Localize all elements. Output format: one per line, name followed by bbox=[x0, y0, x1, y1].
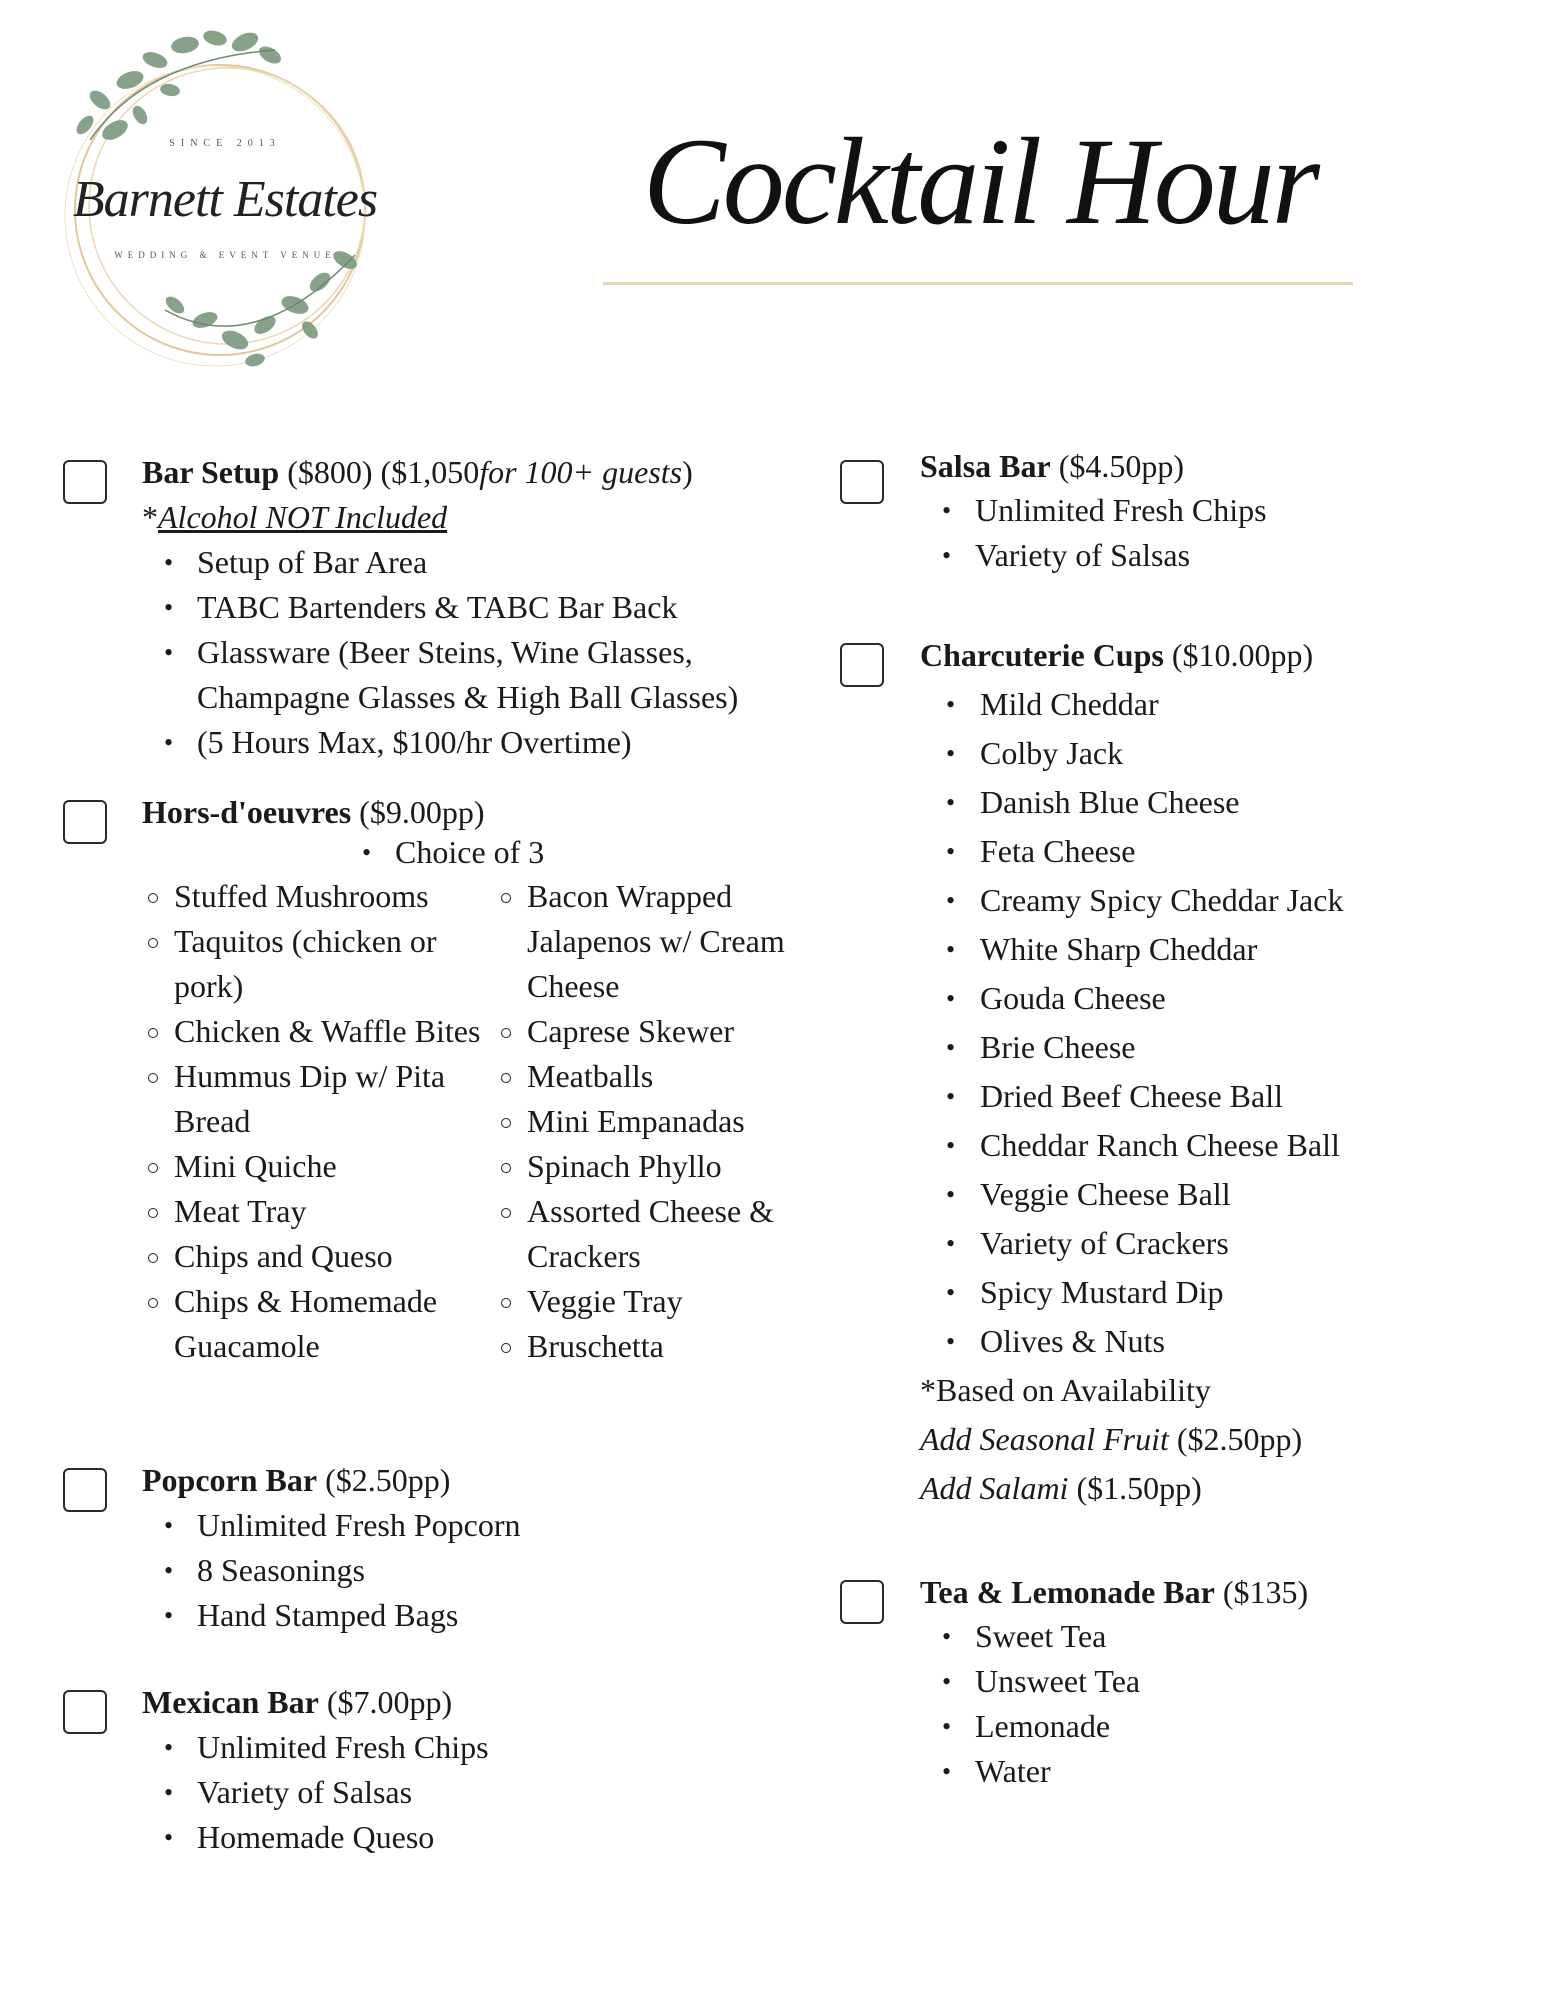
list-item: • Variety of Crackers bbox=[920, 1219, 1343, 1268]
list-item: Meat Tray bbox=[142, 1189, 482, 1234]
list-item: • 8 Seasonings bbox=[142, 1548, 521, 1593]
bar-setup-price: ($800) bbox=[287, 454, 373, 490]
logo-name: Barnett Estates bbox=[72, 171, 378, 228]
addon-salami-label: Add Salami bbox=[920, 1470, 1069, 1506]
tea-heading bbox=[920, 1573, 1308, 1611]
list-item: • Variety of Salsas bbox=[142, 1770, 489, 1815]
list-item: • Gouda Cheese bbox=[920, 974, 1343, 1023]
list-item: Chicken & Waffle Bites bbox=[142, 1009, 482, 1054]
tea-checkbox[interactable] bbox=[840, 1580, 884, 1624]
hors-column-2 bbox=[495, 874, 825, 1369]
bar-setup-price2-pre: ($1,050 bbox=[380, 454, 480, 490]
list-item: Veggie Tray bbox=[495, 1279, 825, 1324]
list-item: Hummus Dip w/ Pita Bread bbox=[142, 1054, 482, 1144]
list-item-continuation: Champagne Glasses & High Ball Glasses) bbox=[197, 679, 739, 715]
addon-fruit bbox=[920, 1415, 1302, 1464]
hors-heading bbox=[142, 793, 484, 831]
charcuterie-heading bbox=[920, 636, 1313, 674]
alcohol-note: Alcohol NOT Included bbox=[158, 499, 448, 535]
list-item: • Olives & Nuts bbox=[920, 1317, 1343, 1366]
list-item: Taquitos (chicken or pork) bbox=[142, 919, 482, 1009]
list-item: • Spicy Mustard Dip bbox=[920, 1268, 1343, 1317]
hors-checkbox[interactable] bbox=[63, 800, 107, 844]
list-item: Chips & Homemade Guacamole bbox=[142, 1279, 482, 1369]
title-underline bbox=[603, 282, 1353, 285]
list-item: • (5 Hours Max, $100/hr Overtime) bbox=[142, 720, 738, 765]
list-item: Bacon Wrapped Jalapenos w/ Cream Cheese bbox=[495, 874, 825, 1009]
list-item: • Glassware (Beer Steins, Wine Glasses, bbox=[142, 630, 738, 675]
logo-since: SINCE 2013 bbox=[169, 138, 281, 149]
hors-price: ($9.00pp) bbox=[359, 794, 485, 830]
list-item: • Mild Cheddar bbox=[920, 680, 1343, 729]
list-item: Mini Quiche bbox=[142, 1144, 482, 1189]
charcuterie-name: Charcuterie Cups bbox=[920, 637, 1164, 673]
list-item: • Brie Cheese bbox=[920, 1023, 1343, 1072]
bar-setup-name: Bar Setup bbox=[142, 454, 280, 490]
list-item: Meatballs bbox=[495, 1054, 825, 1099]
logo-subtitle: WEDDING & EVENT VENUE bbox=[114, 250, 336, 260]
list-item: Mini Empanadas bbox=[495, 1099, 825, 1144]
addon-salami-price: ($1.50pp) bbox=[1076, 1470, 1202, 1506]
popcorn-list bbox=[142, 1503, 521, 1638]
list-item: • Water bbox=[920, 1749, 1140, 1794]
addon-salami bbox=[920, 1464, 1202, 1513]
list-item: • Unlimited Fresh Chips bbox=[142, 1725, 489, 1770]
salsa-heading bbox=[920, 447, 1184, 485]
list-item: Bruschetta bbox=[495, 1324, 825, 1369]
availability-note: *Based on Availability bbox=[920, 1372, 1211, 1408]
note-star: * bbox=[142, 499, 158, 535]
bar-setup-heading bbox=[142, 453, 693, 491]
list-item: • Colby Jack bbox=[920, 729, 1343, 778]
popcorn-heading bbox=[142, 1461, 450, 1499]
list-item: • Sweet Tea bbox=[920, 1614, 1140, 1659]
list-item: Caprese Skewer bbox=[495, 1009, 825, 1054]
mexican-name: Mexican Bar bbox=[142, 1684, 319, 1720]
mexican-price: ($7.00pp) bbox=[326, 1684, 453, 1720]
list-item: Spinach Phyllo bbox=[495, 1144, 825, 1189]
list-item: • Hand Stamped Bags bbox=[142, 1593, 521, 1638]
choice-label: • Choice of 3 bbox=[340, 830, 544, 875]
hors-name: Hors-d'oeuvres bbox=[142, 794, 352, 830]
list-item: • Dried Beef Cheese Ball bbox=[920, 1072, 1343, 1121]
list-item: • Unlimited Fresh Chips bbox=[920, 488, 1267, 533]
list-item: • Danish Blue Cheese bbox=[920, 778, 1343, 827]
tea-list bbox=[920, 1614, 1140, 1794]
bar-setup-price2-italic: for 100+ guests bbox=[479, 454, 683, 490]
salsa-name: Salsa Bar bbox=[920, 448, 1051, 484]
list-item: • Feta Cheese bbox=[920, 827, 1343, 876]
salsa-list bbox=[920, 488, 1267, 578]
bar-setup-checkbox[interactable] bbox=[63, 460, 107, 504]
tea-price: ($135) bbox=[1222, 1574, 1309, 1610]
mexican-list bbox=[142, 1725, 489, 1860]
salsa-price: ($4.50pp) bbox=[1058, 448, 1184, 484]
list-item: Assorted Cheese & Crackers bbox=[495, 1189, 825, 1279]
popcorn-checkbox[interactable] bbox=[63, 1468, 107, 1512]
list-item: • TABC Bartenders & TABC Bar Back bbox=[142, 585, 738, 630]
bar-setup-list bbox=[142, 540, 738, 765]
list-item: • Variety of Salsas bbox=[920, 533, 1267, 578]
list-item: Chips and Queso bbox=[142, 1234, 482, 1279]
popcorn-name: Popcorn Bar bbox=[142, 1462, 318, 1498]
addon-fruit-label: Add Seasonal Fruit bbox=[920, 1421, 1169, 1457]
hors-choice bbox=[340, 830, 544, 875]
hors-column-1 bbox=[142, 874, 482, 1369]
list-item: • Unsweet Tea bbox=[920, 1659, 1140, 1704]
list-item: • Lemonade bbox=[920, 1704, 1140, 1749]
charcuterie-price: ($10.00pp) bbox=[1171, 637, 1314, 673]
list-item: • Unlimited Fresh Popcorn bbox=[142, 1503, 521, 1548]
list-item: • Setup of Bar Area bbox=[142, 540, 738, 585]
list-item: • Creamy Spicy Cheddar Jack bbox=[920, 876, 1343, 925]
list-item: • White Sharp Cheddar bbox=[920, 925, 1343, 974]
charcuterie-checkbox[interactable] bbox=[840, 643, 884, 687]
mexican-checkbox[interactable] bbox=[63, 1690, 107, 1734]
venue-logo bbox=[55, 20, 395, 400]
list-item: • Homemade Queso bbox=[142, 1815, 489, 1860]
list-item: • Cheddar Ranch Cheese Ball bbox=[920, 1121, 1343, 1170]
charcuterie-list bbox=[920, 680, 1343, 1366]
salsa-checkbox[interactable] bbox=[840, 460, 884, 504]
tea-name: Tea & Lemonade Bar bbox=[920, 1574, 1215, 1610]
list-item: Stuffed Mushrooms bbox=[142, 874, 482, 919]
bar-setup-price2-post: ) bbox=[682, 454, 693, 490]
list-item: • Veggie Cheese Ball bbox=[920, 1170, 1343, 1219]
mexican-heading bbox=[142, 1683, 452, 1721]
popcorn-price: ($2.50pp) bbox=[325, 1462, 451, 1498]
page-title: Cocktail Hour bbox=[643, 113, 1317, 250]
bar-setup-note bbox=[142, 498, 447, 536]
addon-fruit-price: ($2.50pp) bbox=[1176, 1421, 1303, 1457]
